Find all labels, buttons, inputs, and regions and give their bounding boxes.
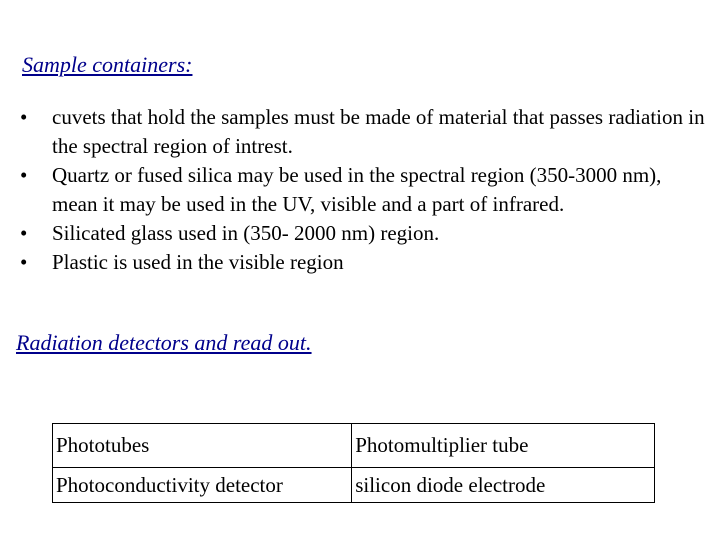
section-heading-sample-containers: Sample containers: xyxy=(22,52,193,77)
bullet-dot-icon: • xyxy=(20,250,28,274)
bullet-text: cuvets that hold the samples must be made of material that passes radiation in the spectral region of intrest. xyxy=(52,105,705,158)
detector-table xyxy=(52,423,655,503)
table-cell: Photomultiplier tube xyxy=(352,424,655,468)
bullet-list xyxy=(20,103,710,277)
bullet-item xyxy=(20,248,710,277)
bullet-item xyxy=(20,219,710,248)
bullet-dot-icon: • xyxy=(20,163,28,187)
table-cell: silicon diode electrode xyxy=(352,468,655,503)
bullet-text: Silicated glass used in (350- 2000 nm) region. xyxy=(52,221,440,245)
section-heading-radiation-detectors: Radiation detectors and read out. xyxy=(16,330,312,355)
table-row xyxy=(53,468,655,503)
bullet-dot-icon: • xyxy=(20,221,28,245)
bullet-dot-icon: • xyxy=(20,105,28,129)
bullet-item xyxy=(20,161,710,219)
table-row xyxy=(53,424,655,468)
table-cell: Photoconductivity detector xyxy=(53,468,352,503)
table-cell: Phototubes xyxy=(53,424,352,468)
bullet-text: Quartz or fused silica may be used in the spectral region (350-3000 nm), mean it may be used in the UV, visible and a part of infrared. xyxy=(52,163,662,216)
bullet-item xyxy=(20,103,710,161)
bullet-text: Plastic is used in the visible region xyxy=(52,250,344,274)
